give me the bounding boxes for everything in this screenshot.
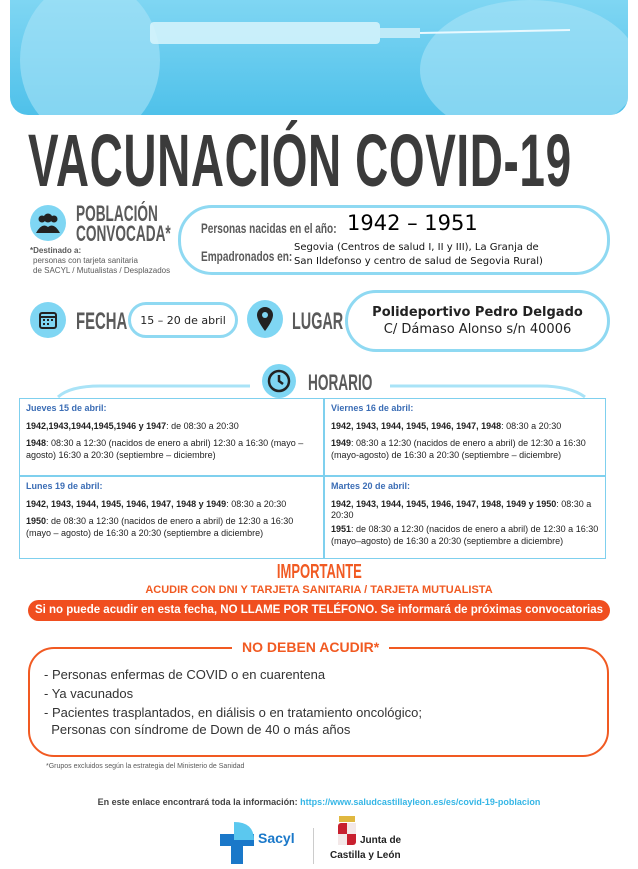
no-deben-box — [28, 639, 609, 757]
hero-image-syringe — [10, 0, 628, 115]
no-deben-list — [44, 665, 594, 738]
list-item: - Pacientes trasplantados, en diálisis o en tratamiento oncológico; — [44, 705, 422, 720]
calendar-icon — [30, 302, 66, 338]
day-heading: Jueves 15 de abril: — [26, 403, 107, 413]
coat-of-arms-icon — [336, 816, 358, 848]
sacyl-logo — [220, 822, 310, 864]
poblacion-label — [76, 201, 186, 246]
location-pin-icon — [247, 300, 283, 338]
importante-title: IMPORTANTE — [276, 561, 362, 583]
list-item: - Personas enfermas de COVID o en cuarentena — [44, 667, 326, 682]
sacyl-cross-icon — [220, 822, 254, 864]
link-prefix: En este enlace encontrará toda la información: — [97, 797, 298, 807]
nacidos-value: 1942 – 1951 — [347, 211, 478, 235]
no-deben-title: NO DEBEN ACUDIR* — [232, 638, 389, 656]
fecha-value: 15 – 20 de abril — [128, 302, 238, 338]
day-heading: Lunes 19 de abril: — [26, 481, 103, 491]
nacidos-label: Personas nacidas en el año: — [201, 220, 337, 236]
horario-cell-martes: Martes 20 de abril: 1942, 1943, 1944, 1945, 1946, 1947, 1948, 1949 y 1950: 08:30 a 20:30 1951: de 08:30 a 12:30 (nacidos de enero a abril) de 12:30 a 16:30 (mayo–agosto) de 16:30 a 20:30 (septiembre a diciembre) — [325, 477, 607, 551]
list-item: Personas con síndrome de Down de 40 o más años — [44, 722, 351, 737]
fecha-label: FECHA — [76, 308, 128, 335]
empadronados-value: Segovia (Centros de salud I, II y III), La Granja de — [294, 242, 539, 253]
destinado-label: *Destinado a: — [30, 246, 82, 255]
destinado-text: de SACYL / Mutualistas / Desplazados — [33, 266, 171, 275]
importante-section — [0, 561, 638, 597]
lugar-box — [345, 290, 610, 352]
logo-divider — [313, 828, 314, 864]
lugar-label: LUGAR — [292, 308, 344, 335]
horario-cell-viernes: Viernes 16 de abril: 1942, 1943, 1944, 1945, 1946, 1947, 1948: 08:30 a 20:30 1949: 08:30 a 12:30 (nacidos de enero a abril) de 12:30 a 16:30 (mayo-agosto) de 16:30 a 20:30 (septiembre – diciembre) — [325, 399, 607, 466]
destinado-text: personas con tarjeta sanitaria — [33, 256, 138, 265]
info-link[interactable]: https://www.saludcastillayleon.es/es/covid-19-poblacion — [300, 797, 541, 807]
day-heading: Martes 20 de abril: — [331, 481, 411, 491]
junta-logo — [330, 816, 430, 866]
people-icon — [30, 205, 66, 241]
importante-subtitle: ACUDIR CON DNI Y TARJETA SANITARIA / TARJETA MUTUALISTA — [145, 584, 493, 596]
syringe-illustration — [10, 0, 628, 115]
info-link-line — [0, 797, 638, 807]
junta-text: Junta de — [360, 835, 402, 846]
no-llame-banner: Si no puede acudir en esta fecha, NO LLAME POR TELÉFONO. Se informará de próximas convocatorias — [28, 600, 610, 621]
junta-text: Castilla y León — [330, 850, 401, 861]
day-heading: Viernes 16 de abril: — [331, 403, 414, 413]
horario-label: HORARIO — [308, 370, 373, 395]
page-title: VACUNACIÓN COVID-19 — [28, 119, 572, 202]
poblacion-label-line: POBLACIÓN — [76, 201, 158, 226]
horario-cell-lunes: Lunes 19 de abril: 1942, 1943, 1944, 1945, 1946, 1947, 1948 y 1949: 08:30 a 20:30 1950: de 08:30 a 12:30 (nacidos de enero a abril) de 12:30 a 16:30 (mayo – agosto) de 16:30 a 20:30 (septiembre a diciembre) — [20, 477, 323, 544]
poblacion-label-line: CONVOCADA* — [76, 221, 171, 246]
list-item: - Ya vacunados — [44, 686, 134, 701]
empadronados-value: San Ildefonso y centro de salud de Segovia Rural) — [294, 256, 543, 267]
poblacion-box — [178, 205, 610, 275]
clock-icon — [262, 364, 296, 398]
lugar-name: Polideportivo Pedro Delgado — [372, 305, 583, 320]
horario-table — [19, 398, 606, 559]
sacyl-text: Sacyl — [258, 830, 295, 846]
horario-cell-jueves: Jueves 15 de abril: 1942,1943,1944,1945,1946 y 1947: de 08:30 a 20:30 1948: 08:30 a 12:30 (nacidos de enero a abril) 12:30 a 16:30 (mayo – agosto) 16:30 a 20:30 (septiembre – diciembre) — [20, 399, 323, 466]
destinado-note — [30, 246, 180, 276]
lugar-address: C/ Dámaso Alonso s/n 40006 — [383, 322, 572, 337]
empadronados-label: Empadronados en: — [201, 248, 293, 264]
footnote: *Grupos excluidos según la estrategia del Ministerio de Sanidad — [46, 763, 245, 770]
